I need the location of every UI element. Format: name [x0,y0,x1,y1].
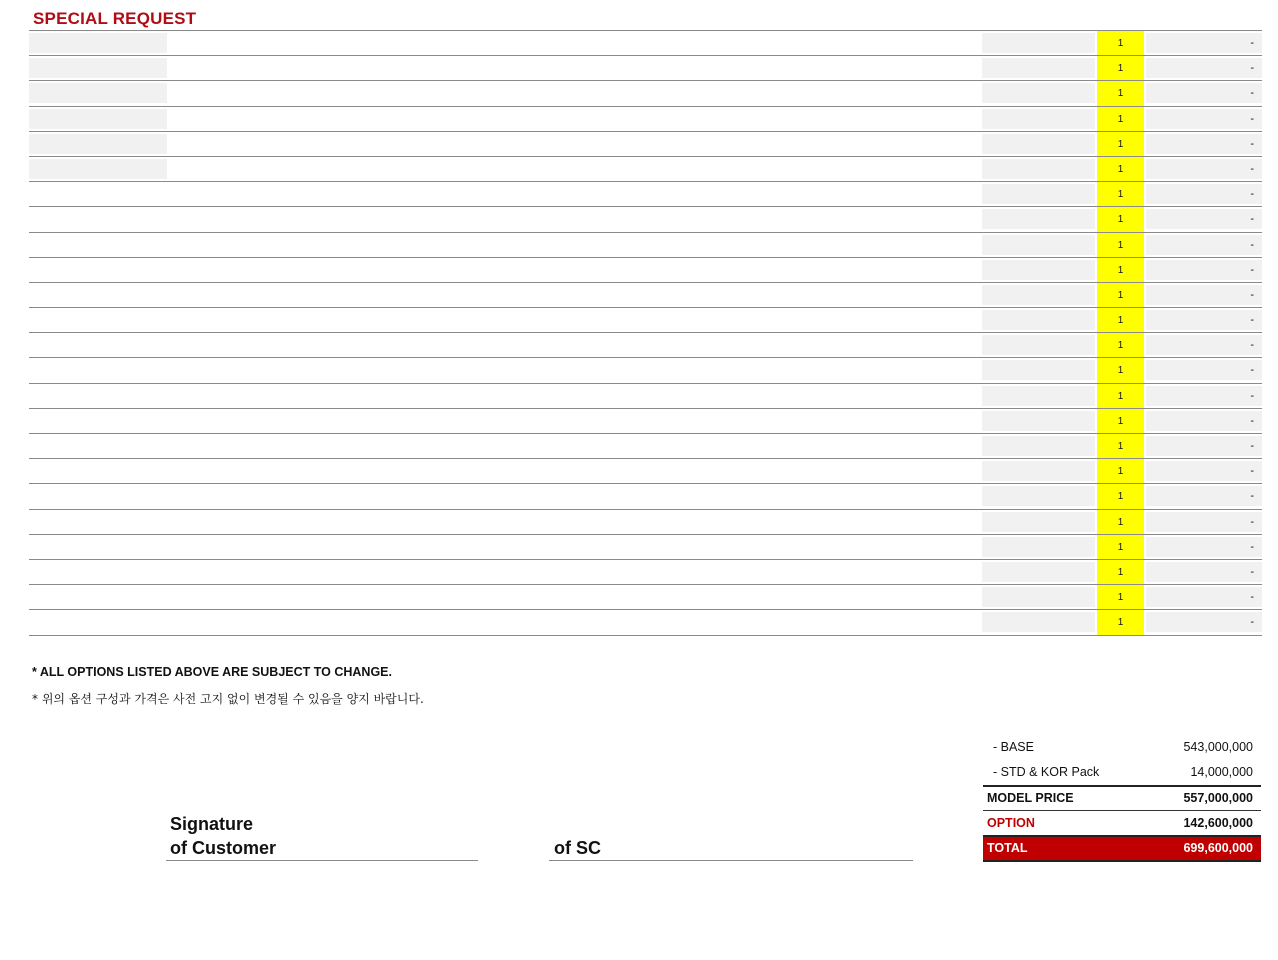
summary-total-label: TOTAL [987,841,1028,855]
table-row [29,207,1262,232]
option-code-cell[interactable] [29,310,167,330]
quantity-cell[interactable]: 1 [1097,535,1144,559]
option-code-cell[interactable] [29,461,167,481]
table-row [29,585,1262,610]
option-code-cell[interactable] [29,184,167,204]
option-description-cell[interactable] [167,33,982,53]
line-total-cell: - [1146,209,1262,229]
line-total-cell: - [1146,83,1262,103]
unit-price-cell[interactable] [982,285,1095,305]
quantity-cell[interactable]: 1 [1097,308,1144,332]
unit-price-cell[interactable] [982,587,1095,607]
option-code-cell[interactable] [29,159,167,179]
option-code-cell[interactable] [29,260,167,280]
customer-signature-label-line2: of Customer [170,838,277,858]
table-row [29,409,1262,434]
option-code-cell[interactable] [29,360,167,380]
option-description-cell[interactable] [167,612,982,632]
line-total-cell: - [1146,310,1262,330]
line-total-cell: - [1146,562,1262,582]
line-total-cell: - [1146,33,1262,53]
option-description-cell[interactable] [167,310,982,330]
customer-signature-label [170,812,276,860]
unit-price-cell[interactable] [982,461,1095,481]
sc-signature-label: of SC [554,838,601,858]
option-code-cell[interactable] [29,587,167,607]
special-request-table [29,31,1262,636]
summary-option-row [983,811,1261,836]
unit-price-cell[interactable] [982,235,1095,255]
quantity-cell[interactable]: 1 [1097,560,1144,584]
unit-price-cell[interactable] [982,260,1095,280]
sc-signature-line[interactable] [549,860,913,861]
line-total-cell: - [1146,360,1262,380]
quantity-cell[interactable]: 1 [1097,358,1144,382]
unit-price-cell[interactable] [982,134,1095,154]
option-description-cell[interactable] [167,587,982,607]
option-description-cell[interactable] [167,436,982,456]
line-total-cell: - [1146,159,1262,179]
unit-price-cell[interactable] [982,486,1095,506]
line-total-cell: - [1146,58,1262,78]
line-total-cell: - [1146,109,1262,129]
line-total-cell: - [1146,512,1262,532]
quantity-cell[interactable]: 1 [1097,107,1144,131]
table-row [29,182,1262,207]
unit-price-cell[interactable] [982,310,1095,330]
option-description-cell[interactable] [167,461,982,481]
unit-price-cell[interactable] [982,512,1095,532]
table-row [29,484,1262,509]
table-row [29,107,1262,132]
option-code-cell[interactable] [29,209,167,229]
table-row [29,258,1262,283]
option-description-cell[interactable] [167,109,982,129]
summary-pack-label: - STD & KOR Pack [993,765,1100,779]
quantity-cell[interactable]: 1 [1097,459,1144,483]
quantity-cell[interactable]: 1 [1097,409,1144,433]
unit-price-cell[interactable] [982,562,1095,582]
table-row [29,233,1262,258]
quantity-cell[interactable]: 1 [1097,157,1144,181]
table-row [29,308,1262,333]
summary-option-label: OPTION [987,816,1035,830]
quantity-cell[interactable]: 1 [1097,585,1144,609]
line-total-cell: - [1146,285,1262,305]
note-korean: * 위의 옵션 구성과 가격은 사전 고지 없이 변경될 수 있음을 양지 바랍니다. [32,692,424,706]
option-code-cell[interactable] [29,58,167,78]
summary-base-value: 543,000,000 [1183,740,1253,754]
option-code-cell[interactable] [29,537,167,557]
option-description-cell[interactable] [167,537,982,557]
customer-signature-line[interactable] [166,860,478,861]
quantity-cell[interactable]: 1 [1097,484,1144,508]
line-total-cell: - [1146,537,1262,557]
table-row [29,510,1262,535]
option-description-cell[interactable] [167,58,982,78]
option-code-cell[interactable] [29,436,167,456]
quantity-cell[interactable]: 1 [1097,258,1144,282]
option-code-cell[interactable] [29,335,167,355]
table-row [29,535,1262,560]
summary-pack-value: 14,000,000 [1190,765,1253,779]
option-code-cell[interactable] [29,285,167,305]
customer-signature-label-line1: Signature [170,814,254,834]
option-description-cell[interactable] [167,209,982,229]
summary-pack-row [983,760,1261,785]
option-description-cell[interactable] [167,134,982,154]
unit-price-cell[interactable] [982,184,1095,204]
quantity-cell[interactable]: 1 [1097,510,1144,534]
option-description-cell[interactable] [167,159,982,179]
line-total-cell: - [1146,235,1262,255]
option-code-cell[interactable] [29,411,167,431]
quantity-cell[interactable]: 1 [1097,610,1144,634]
option-code-cell[interactable] [29,562,167,582]
unit-price-cell[interactable] [982,335,1095,355]
option-code-cell[interactable] [29,486,167,506]
unit-price-cell[interactable] [982,109,1095,129]
option-description-cell[interactable] [167,335,982,355]
option-description-cell[interactable] [167,360,982,380]
summary-model-price-label: MODEL PRICE [987,791,1074,805]
unit-price-cell[interactable] [982,386,1095,406]
line-total-cell: - [1146,184,1262,204]
unit-price-cell[interactable] [982,612,1095,632]
line-total-cell: - [1146,260,1262,280]
unit-price-cell[interactable] [982,33,1095,53]
quantity-cell[interactable]: 1 [1097,333,1144,357]
line-total-cell: - [1146,587,1262,607]
option-description-cell[interactable] [167,235,982,255]
table-row [29,56,1262,81]
line-total-cell: - [1146,436,1262,456]
option-description-cell[interactable] [167,512,982,532]
quantity-cell[interactable]: 1 [1097,56,1144,80]
option-code-cell[interactable] [29,612,167,632]
option-description-cell[interactable] [167,260,982,280]
quantity-cell[interactable]: 1 [1097,207,1144,231]
summary-total-value: 699,600,000 [1183,841,1253,855]
line-total-cell: - [1146,461,1262,481]
quantity-cell[interactable]: 1 [1097,182,1144,206]
line-total-cell: - [1146,134,1262,154]
summary-base-row [983,735,1261,760]
unit-price-cell[interactable] [982,83,1095,103]
line-total-cell: - [1146,612,1262,632]
quantity-cell[interactable]: 1 [1097,132,1144,156]
unit-price-cell[interactable] [982,411,1095,431]
table-row [29,384,1262,409]
section-title: SPECIAL REQUEST [33,9,197,28]
option-description-cell[interactable] [167,411,982,431]
unit-price-cell[interactable] [982,537,1095,557]
table-row [29,333,1262,358]
summary-option-value: 142,600,000 [1183,816,1253,830]
quantity-cell[interactable]: 1 [1097,434,1144,458]
option-code-cell[interactable] [29,109,167,129]
unit-price-cell[interactable] [982,436,1095,456]
table-row [29,81,1262,106]
summary-model-price-value: 557,000,000 [1183,791,1253,805]
line-total-cell: - [1146,486,1262,506]
option-description-cell[interactable] [167,184,982,204]
line-total-cell: - [1146,335,1262,355]
option-code-cell[interactable] [29,33,167,53]
table-row [29,283,1262,308]
quantity-cell[interactable]: 1 [1097,233,1144,257]
quantity-cell[interactable]: 1 [1097,283,1144,307]
quantity-cell[interactable]: 1 [1097,384,1144,408]
unit-price-cell[interactable] [982,360,1095,380]
option-code-cell[interactable] [29,83,167,103]
option-code-cell[interactable] [29,134,167,154]
option-code-cell[interactable] [29,386,167,406]
option-description-cell[interactable] [167,285,982,305]
summary-base-label: - BASE [993,740,1034,754]
option-description-cell[interactable] [167,83,982,103]
option-description-cell[interactable] [167,486,982,506]
table-row [29,434,1262,459]
summary-total-row [983,837,1261,860]
quantity-cell[interactable]: 1 [1097,31,1144,55]
unit-price-cell[interactable] [982,159,1095,179]
unit-price-cell[interactable] [982,209,1095,229]
table-row [29,358,1262,383]
table-row [29,560,1262,585]
table-row [29,610,1262,635]
quantity-cell[interactable]: 1 [1097,81,1144,105]
option-description-cell[interactable] [167,562,982,582]
option-code-cell[interactable] [29,235,167,255]
summary-model-price-row [983,786,1261,811]
line-total-cell: - [1146,411,1262,431]
option-description-cell[interactable] [167,386,982,406]
table-row [29,132,1262,157]
option-code-cell[interactable] [29,512,167,532]
unit-price-cell[interactable] [982,58,1095,78]
table-row [29,31,1262,56]
table-row [29,157,1262,182]
note-english: * ALL OPTIONS LISTED ABOVE ARE SUBJECT TO CHANGE. [32,665,392,679]
table-row [29,459,1262,484]
summary-rule-bottom [983,860,1261,862]
line-total-cell: - [1146,386,1262,406]
